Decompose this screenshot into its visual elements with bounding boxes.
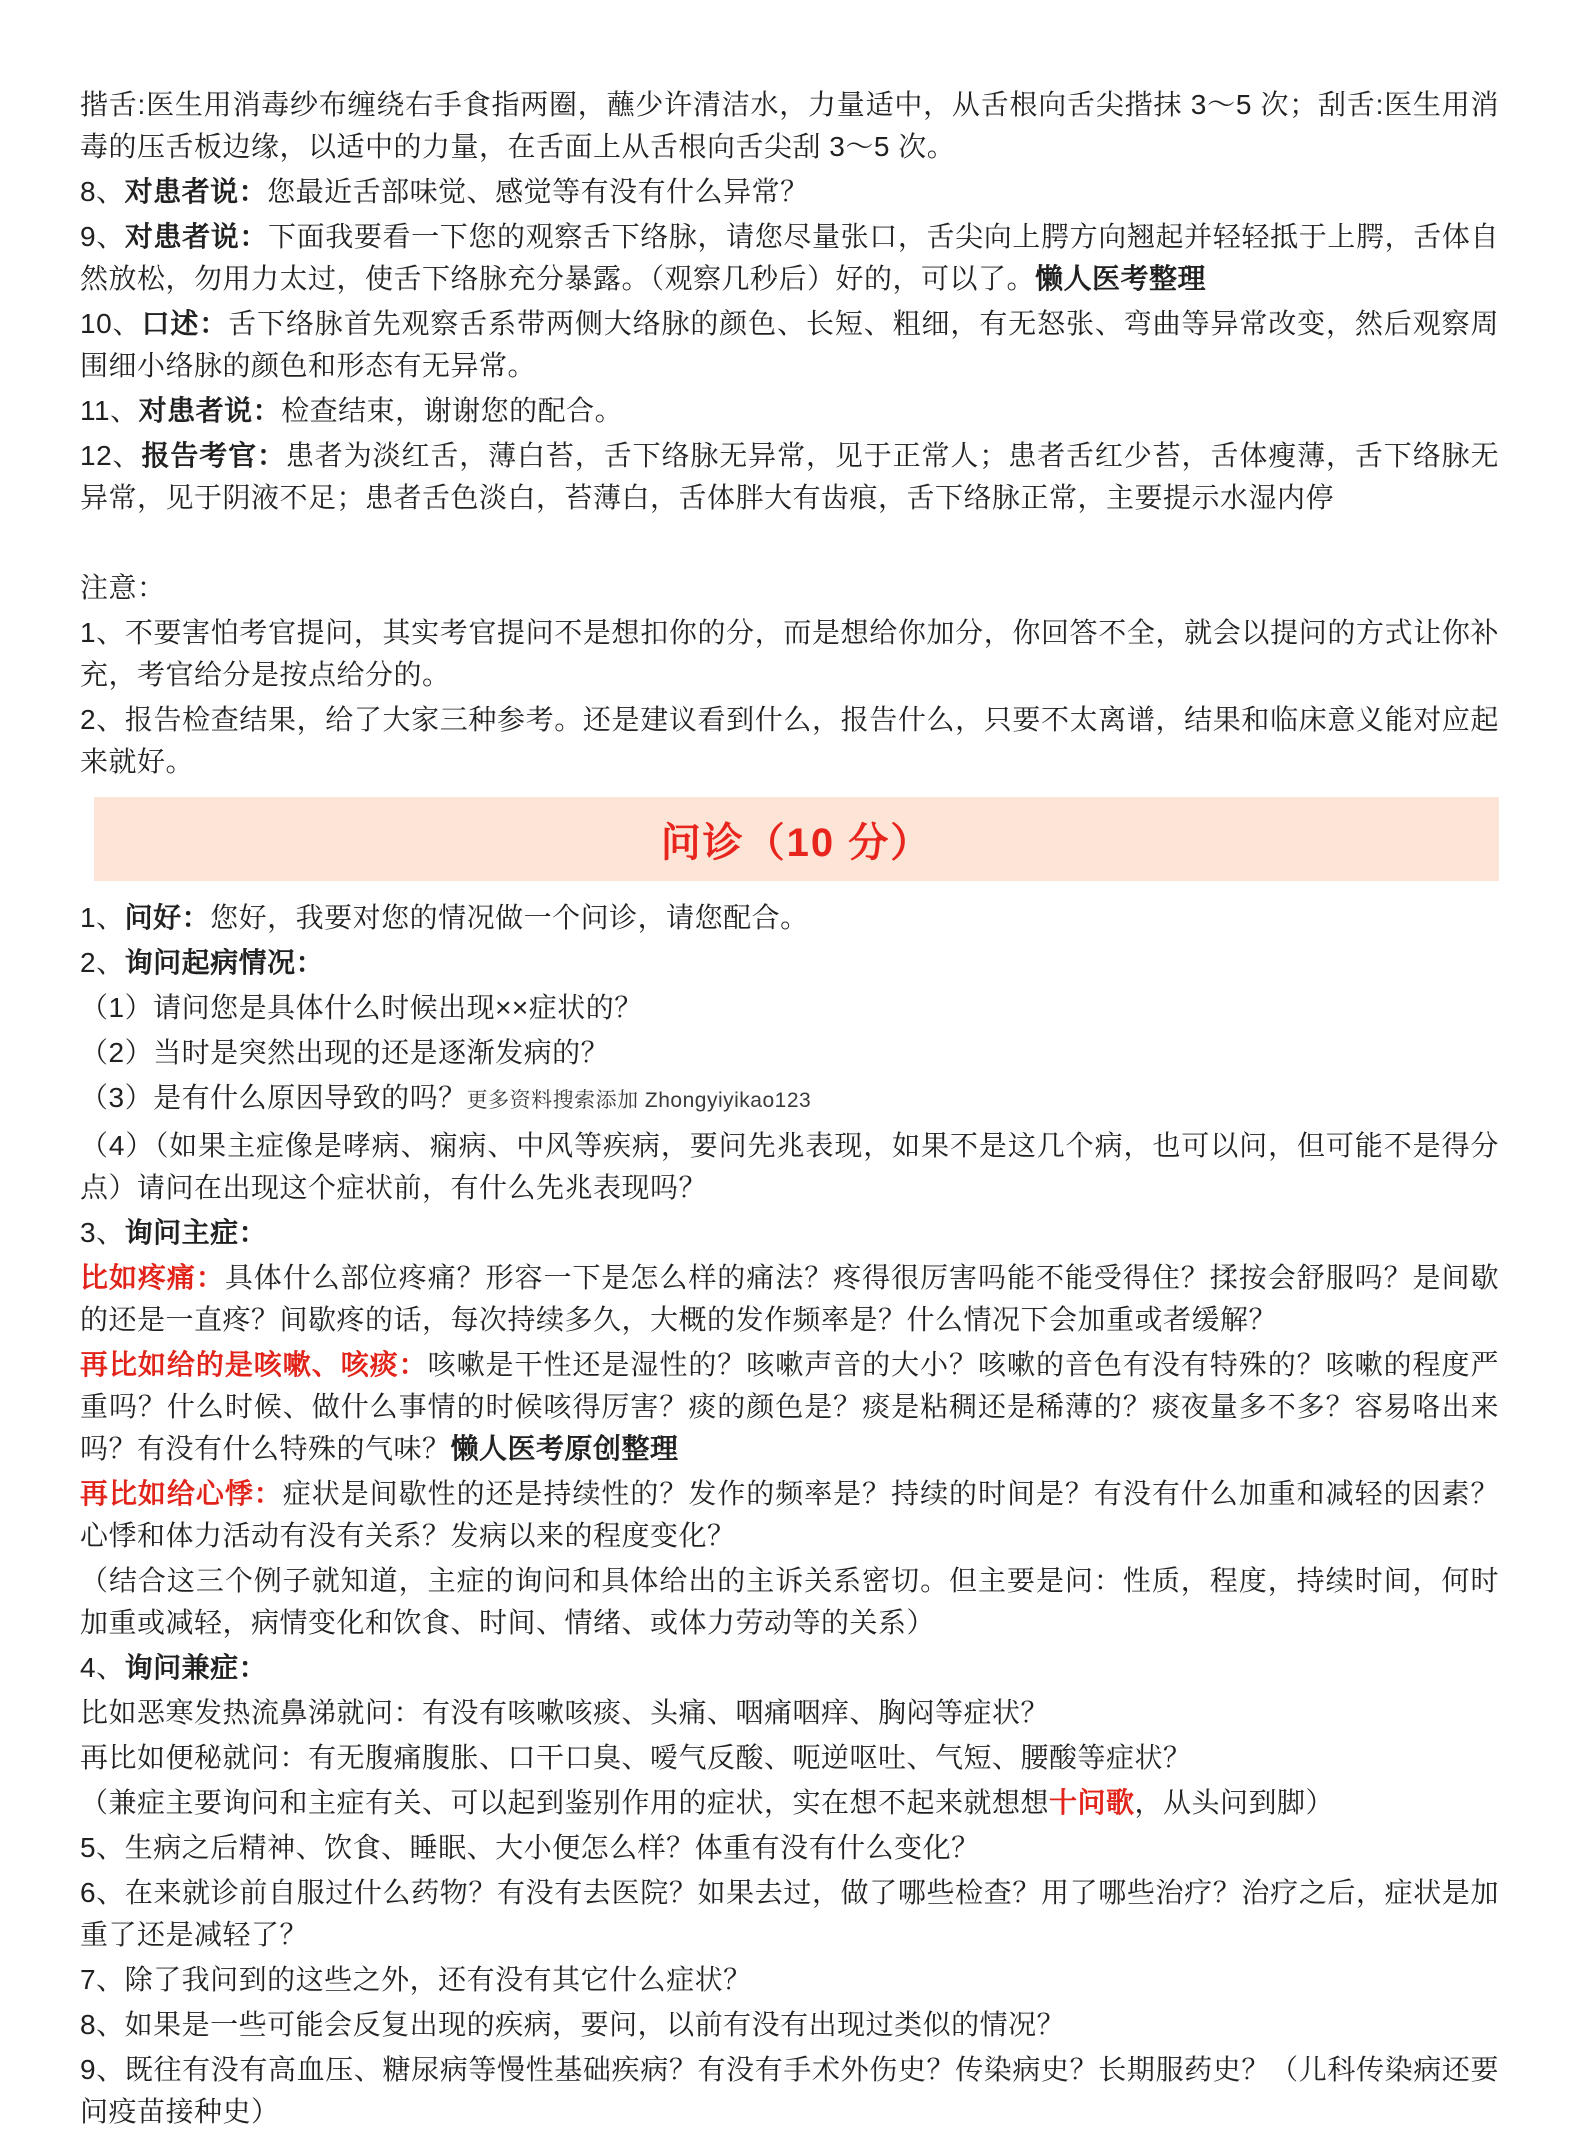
paragraph [80,699,1499,783]
paragraph [80,303,1499,387]
text-run: 具体什么部位疼痛？形容一下是怎么样的痛法？疼得很厉害吗能不能受得住？揉按会舒服吗？是间歇的还是一直疼？间歇疼的话，每次持续多久，大概的发作频率是？什么情况下会加重或者缓解？ [80,1262,1499,1335]
text-run: 再比如给心悸： [80,1478,283,1509]
paragraph [80,1212,1499,1254]
text-run: 揩舌:医生用消毒纱布缠绕右手食指两圈，蘸少许清洁水，力量适中，从舌根向舌尖揩抹 3～5 次；刮舌:医生用消毒的压舌板边缘，以适中的力量，在舌面上从舌根向舌尖刮 3～5 次。 [80,89,1499,162]
paragraph [80,2049,1499,2133]
text-run: 4、 [80,1652,125,1683]
paragraph [80,567,1499,609]
text-run: 询问主症： [124,1217,268,1248]
text-run: 下面我要看一下您的观察舌下络脉，请您尽量张口，舌尖向上腭方向翘起并轻轻抵于上腭，舌体自然放松，勿用力太过，使舌下络脉充分暴露。（观察几秒后）好的，可以了。 [80,221,1499,294]
text-run: 问好： [124,902,211,933]
paragraph [80,1827,1499,1869]
paragraph [80,612,1499,696]
paragraph [80,897,1499,939]
text-run: （4）（如果主症像是哮病、痫病、中风等疾病，要问先兆表现，如果不是这几个病，也可以问，但可能不是得分点）请问在出现这个症状前，有什么先兆表现吗？ [80,1130,1499,1203]
text-run: 对患者说： [124,176,268,207]
paragraph [80,1032,1499,1074]
text-run: 5、生病之后精神、饮食、睡眠、大小便怎么样？体重有没有什么变化？ [80,1832,980,1863]
text-run: 再比如给的是咳嗽、咳痰： [80,1349,428,1380]
text-run: 舌下络脉首先观察舌系带两侧大络脉的颜色、长短、粗细，有无怒张、弯曲等异常改变，然后观察周围细小络脉的颜色和形态有无异常。 [80,308,1499,381]
text-run: 询问兼症： [124,1652,268,1683]
text-run: 更多资料搜索添加 Zhongyiyikao123 [466,1089,812,1112]
paragraph [80,1077,1499,1122]
paragraph [80,1473,1499,1557]
text-run: 1、不要害怕考官提问，其实考官提问不是想扣你的分，而是想给你加分，你回答不全，就会以提问的方式让你补充，考官给分是按点给分的。 [80,617,1499,690]
paragraph [80,522,1499,564]
text-run: 2、 [80,947,125,978]
paragraph [80,171,1499,213]
text-run: 十问歌 [1049,1787,1135,1818]
text-run: 您好，我要对您的情况做一个问诊，请您配合。 [210,902,809,933]
text-run: （3）是有什么原因导致的吗？ [80,1082,467,1113]
text-run: （1）请问您是具体什么时候出现××症状的？ [80,992,643,1023]
text-run: 口述： [141,308,229,339]
text-run: 10、 [80,308,142,339]
text-run: 7、除了我问到的这些之外，还有没有其它什么症状？ [80,1964,752,1995]
text-run: 对患者说： [138,395,282,426]
paragraph [80,1782,1499,1824]
text-run: ，从头问到脚） [1134,1787,1335,1818]
text-run: 1、 [80,902,125,933]
paragraph [80,1737,1499,1779]
section-inquiry [80,897,1499,2133]
section-tongue-exam [80,84,1499,783]
text-run: 9、 [80,221,125,252]
paragraph [80,216,1499,300]
section-title: 问诊（10 分） [660,820,933,865]
paragraph [80,1692,1499,1734]
text-run: （2）当时是突然出现的还是逐渐发病的？ [80,1037,610,1068]
paragraph [80,1560,1499,1644]
paragraph [80,987,1499,1029]
paragraph [80,1257,1499,1341]
paragraph [80,1647,1499,1689]
text-run: 您最近舌部味觉、感觉等有没有什么异常？ [267,176,809,207]
text-run: 检查结束，谢谢您的配合。 [281,395,624,426]
text-run: 比如恶寒发热流鼻涕就问：有没有咳嗽咳痰、头痛、咽痛咽痒、胸闷等症状？ [80,1697,1050,1728]
paragraph [80,390,1499,432]
text-run: （结合这三个例子就知道，主症的询问和具体给出的主诉关系密切。但主要是问：性质，程度，持续时间，何时加重或减轻，病情变化和饮食、时间、情绪、或体力劳动等的关系） [80,1565,1499,1638]
text-run: 比如疼痛： [80,1262,225,1293]
paragraph [80,1872,1499,1956]
text-run: 再比如便秘就问：有无腹痛腹胀、口干口臭、嗳气反酸、呃逆呕吐、气短、腰酸等症状？ [80,1742,1192,1773]
text-run: 8、如果是一些可能会反复出现的疾病，要问，以前有没有出现过类似的情况？ [80,2009,1066,2040]
section-header-banner [94,797,1499,881]
text-run: 患者为淡红舌，薄白苔，舌下络脉无异常，见于正常人；患者舌红少苔，舌体瘦薄，舌下络脉无异常，见于阴液不足；患者舌色淡白，苔薄白，舌体胖大有齿痕，舌下络脉正常，主要提示水湿内停 [80,440,1499,513]
paragraph [80,942,1499,984]
paragraph [80,1959,1499,2001]
paragraph [80,1125,1499,1209]
text-run: 11、 [80,395,139,426]
text-run: 报告考官： [141,440,286,471]
text-run: 8、 [80,176,125,207]
text-run: 询问起病情况： [124,947,325,978]
paragraph [80,435,1499,519]
paragraph [80,84,1499,168]
text-run: 注意： [80,572,166,603]
text-run: 咳嗽是干性还是湿性的？咳嗽声音的大小？咳嗽的音色有没有特殊的？咳嗽的程度严重吗？什么时候、做什么事情的时候咳得厉害？痰的颜色是？痰是粘稠还是稀薄的？痰夜量多不多？容易咯出来吗？有没有什么特殊的气味？ [80,1349,1499,1464]
text-run: 12、 [80,440,142,471]
text-run: 6、在来就诊前自服过什么药物？有没有去医院？如果去过，做了哪些检查？用了哪些治疗？治疗之后，症状是加重了还是减轻了？ [80,1877,1499,1950]
text-run: 对患者说： [124,221,268,252]
text-run: （兼症主要询问和主症有关、可以起到鉴别作用的症状，实在想不起来就想想 [80,1787,1050,1818]
text-run: 3、 [80,1217,125,1248]
text-run: 症状是间歇性的还是持续性的？发作的频率是？持续的时间是？有没有什么加重和减轻的因素？心悸和体力活动有没有关系？发病以来的程度变化？ [80,1478,1499,1551]
paragraph [80,2004,1499,2046]
text-run: 懒人医考整理 [1035,263,1207,294]
text-run: 2、报告检查结果，给了大家三种参考。还是建议看到什么，报告什么，只要不太离谱，结果和临床意义能对应起来就好。 [80,704,1499,777]
text-run: 懒人医考原创整理 [450,1433,679,1464]
paragraph [80,1344,1499,1470]
text-run: 9、既往有没有高血压、糖尿病等慢性基础疾病？有没有手术外伤史？传染病史？长期服药史？（儿科传染病还要问疫苗接种史） [80,2054,1499,2127]
